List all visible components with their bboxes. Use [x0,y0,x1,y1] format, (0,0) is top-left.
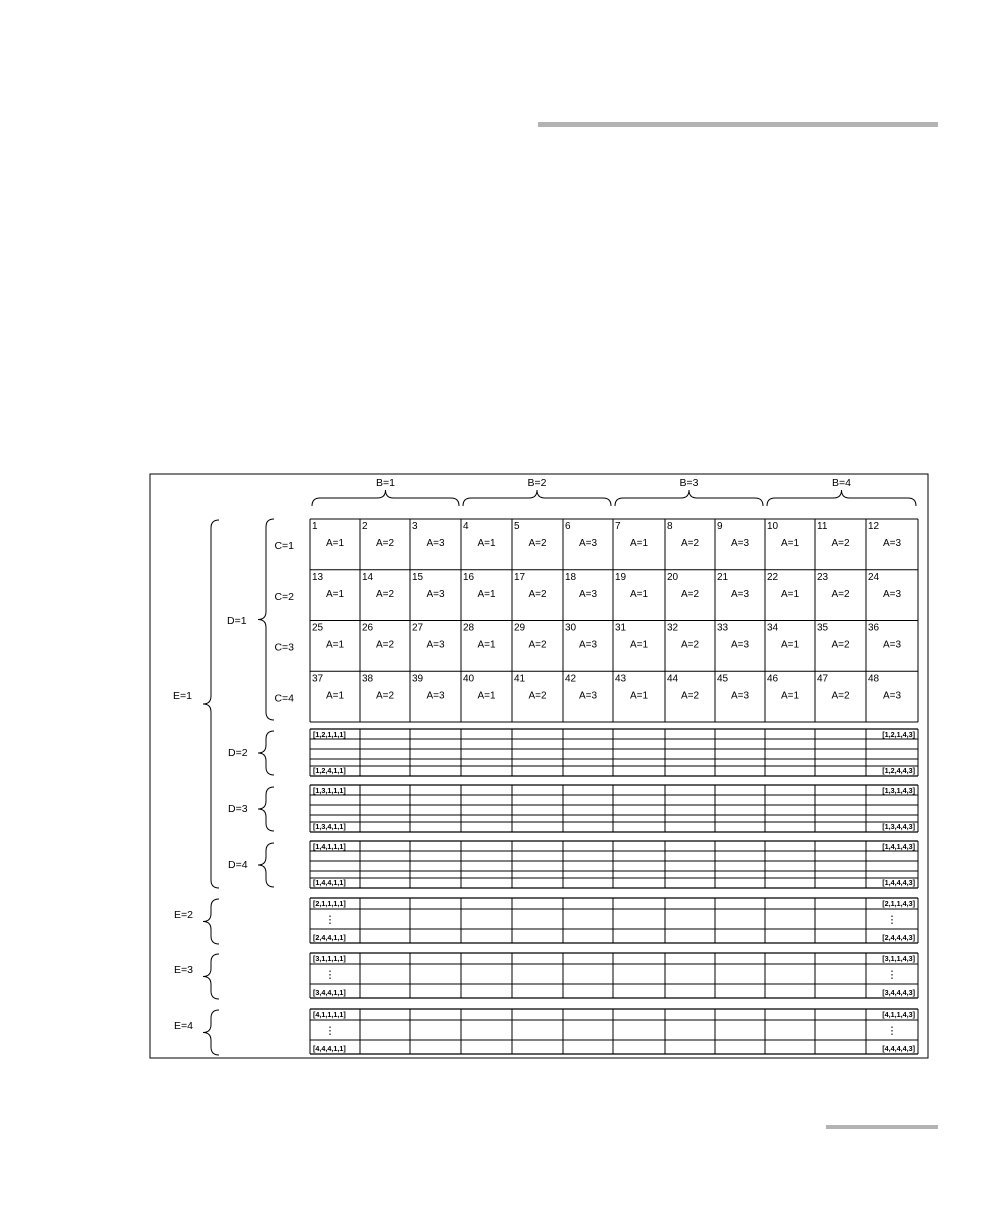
b-label-3: B=3 [679,477,699,489]
cell-number: 16 [463,571,475,583]
e-label-1: E=1 [173,690,192,702]
cell-number: 41 [514,673,526,685]
e-brace-3 [203,954,219,999]
e-block-4-last-left: [4,4,4,1,1] [313,1044,346,1053]
e-brace-1 [203,520,219,888]
cell-number: 28 [463,622,475,634]
e-block-2-last-left: [2,4,4,1,1] [313,933,346,942]
e-block-3-ellipsis-left: ⋮ [324,969,336,981]
cell-a-label: A=3 [882,639,902,651]
e-block-4-ellipsis-right: ⋮ [886,1025,898,1037]
cell-number: 29 [514,622,526,634]
cell-number: 32 [667,622,679,634]
cell-a-label: A=2 [680,690,700,702]
cell-number: 30 [565,622,577,634]
e-block-3-ellipsis-right: ⋮ [886,969,898,981]
b-label-4: B=4 [832,477,851,489]
cell-a-label: A=1 [780,639,800,651]
d-label-1: D=1 [227,615,247,627]
cell-number: 17 [514,571,526,583]
e-block-2-last-right: [2,4,4,4,3] [882,933,915,942]
d-label-3: D=3 [228,803,248,815]
cell-number: 35 [817,622,829,634]
cell-number: 4 [463,521,469,532]
e-label-4: E=4 [174,1020,193,1032]
e-block-4-first-right: [4,1,1,4,3] [882,1010,915,1019]
cell-a-label: A=2 [375,588,395,600]
d-block-4-last-right: [1,4,4,4,3] [882,878,915,887]
cell-a-label: A=2 [375,639,395,651]
cell-number: 11 [817,521,828,532]
e-brace-4 [203,1010,219,1055]
cell-a-label: A=1 [325,639,345,651]
cell-number: 1 [312,521,318,532]
cell-number: 48 [868,673,880,685]
cell-number: 42 [565,673,577,685]
cell-a-label: A=2 [680,588,700,600]
cell-number: 20 [667,571,679,583]
d-block-4-first-left: [1,4,1,1,1] [313,842,346,851]
cell-number: 40 [463,673,475,685]
cell-a-label: A=2 [831,690,850,702]
d-block-3-last-right: [1,3,4,4,3] [882,822,915,831]
cell-number: 6 [565,521,571,532]
cell-number: 39 [412,673,424,685]
cell-number: 47 [817,673,829,685]
cell-number: 24 [868,571,880,583]
d-brace-2 [258,731,274,775]
cell-a-label: A=3 [426,538,445,549]
cell-a-label: A=3 [882,588,902,600]
cell-a-label: A=1 [629,639,649,651]
b-label-1: B=1 [376,477,395,489]
b-brace-1 [312,490,459,506]
d-block-3-first-right: [1,3,1,4,3] [882,786,915,795]
cell-a-label: A=2 [375,538,395,549]
cell-number: 34 [767,622,779,634]
cell-a-label: A=1 [477,639,496,651]
d-label-4: D=4 [228,859,248,871]
cell-a-label: A=3 [426,588,445,600]
cell-a-label: A=3 [426,639,445,651]
cell-a-label: A=2 [680,538,700,549]
cell-a-label: A=3 [578,690,598,702]
cell-a-label: A=3 [730,639,750,651]
cell-a-label: A=1 [780,538,800,549]
cell-a-label: A=1 [325,588,345,600]
c-label-2: C=2 [274,590,294,603]
e-brace-2 [203,899,219,944]
cell-number: 19 [615,571,627,583]
cell-a-label: A=2 [375,690,395,702]
d-block-4-first-right: [1,4,1,4,3] [882,842,915,851]
cell-a-label: A=1 [629,690,649,702]
cell-number: 22 [767,571,779,583]
e-block-4-ellipsis-left: ⋮ [324,1025,336,1037]
cell-number: 10 [767,521,779,532]
d-label-2: D=2 [228,747,248,759]
d-block-2-first-right: [1,2,1,4,3] [882,730,915,739]
cell-number: 5 [514,521,520,532]
e-block-2-first-left: [2,1,1,1,1] [313,899,346,908]
cell-a-label: A=1 [780,690,800,702]
cell-a-label: A=2 [528,690,547,702]
cell-a-label: A=1 [325,538,345,549]
cell-a-label: A=2 [528,538,547,549]
cell-number: 15 [412,571,424,583]
cell-number: 31 [615,622,627,634]
cell-number: 8 [667,521,673,532]
cell-a-label: A=3 [578,538,598,549]
cell-number: 9 [717,521,723,532]
cell-a-label: A=2 [528,639,547,651]
e-block-4-first-left: [4,1,1,1,1] [313,1010,346,1019]
cell-a-label: A=3 [578,639,598,651]
d-block-4-last-left: [1,4,4,1,1] [313,878,346,887]
cell-a-label: A=3 [882,690,902,702]
cell-number: 44 [667,673,679,685]
cell-a-label: A=1 [780,588,800,600]
d-block-2-first-left: [1,2,1,1,1] [313,730,346,739]
c-label-1: C=1 [274,540,294,552]
e-block-3-first-right: [3,1,1,4,3] [882,954,915,963]
cell-a-label: A=1 [477,538,496,549]
cell-a-label: A=1 [477,690,496,702]
e-block-2-ellipsis-right: ⋮ [886,914,898,926]
cell-a-label: A=1 [477,588,496,600]
b-brace-2 [463,490,611,506]
cell-a-label: A=1 [629,588,649,600]
d-brace-3 [258,787,274,831]
e-label-2: E=2 [174,909,193,921]
cell-number: 3 [412,521,418,532]
cell-number: 27 [412,622,424,634]
cell-a-label: A=1 [325,690,345,702]
e-block-3-first-left: [3,1,1,1,1] [313,954,346,963]
cell-number: 36 [868,622,880,634]
cell-number: 37 [312,673,324,685]
cell-number: 33 [717,622,729,634]
cell-a-label: A=3 [426,690,445,702]
cell-number: 2 [362,521,368,532]
c-label-4: C=4 [274,692,294,705]
cell-number: 26 [362,622,374,634]
cell-a-label: A=2 [831,538,850,549]
c-label-3: C=3 [274,641,294,654]
d-block-3-last-left: [1,3,4,1,1] [313,822,346,831]
cell-number: 43 [615,673,627,685]
cell-number: 45 [717,673,729,685]
d-block-2-last-right: [1,2,4,4,3] [882,766,915,775]
cell-number: 23 [817,571,829,583]
cell-a-label: A=3 [730,538,750,549]
cell-a-label: A=1 [629,538,649,549]
d-block-2-last-left: [1,2,4,1,1] [313,766,346,775]
b-brace-3 [615,490,763,506]
cell-a-label: A=3 [578,588,598,600]
e-block-2-first-right: [2,1,1,4,3] [882,899,915,908]
cell-number: 21 [717,571,729,583]
cell-number: 7 [615,521,621,532]
e-block-3-last-right: [3,4,4,4,3] [882,988,915,997]
cell-number: 18 [565,571,577,583]
cell-a-label: A=3 [730,690,750,702]
cell-a-label: A=2 [831,639,850,651]
e-block-2-ellipsis-left: ⋮ [324,914,336,926]
d-brace-1 [258,519,274,720]
cell-number: 38 [362,673,374,685]
cell-a-label: A=2 [528,588,547,600]
b-label-2: B=2 [527,477,547,489]
d-block-3-first-left: [1,3,1,1,1] [313,786,346,795]
cell-a-label: A=2 [831,588,850,600]
e-block-4-last-right: [4,4,4,4,3] [882,1044,915,1053]
cell-number: 13 [312,571,324,583]
cell-number: 46 [767,673,779,685]
e-block-3-last-left: [3,4,4,1,1] [313,988,346,997]
d-brace-4 [258,843,274,887]
cell-a-label: A=3 [882,538,902,549]
cell-number: 12 [868,521,880,532]
cell-number: 25 [312,622,324,634]
e-label-3: E=3 [174,964,193,976]
cell-a-label: A=3 [730,588,750,600]
cell-number: 14 [362,571,374,583]
b-brace-4 [767,490,916,506]
cell-a-label: A=2 [680,639,700,651]
